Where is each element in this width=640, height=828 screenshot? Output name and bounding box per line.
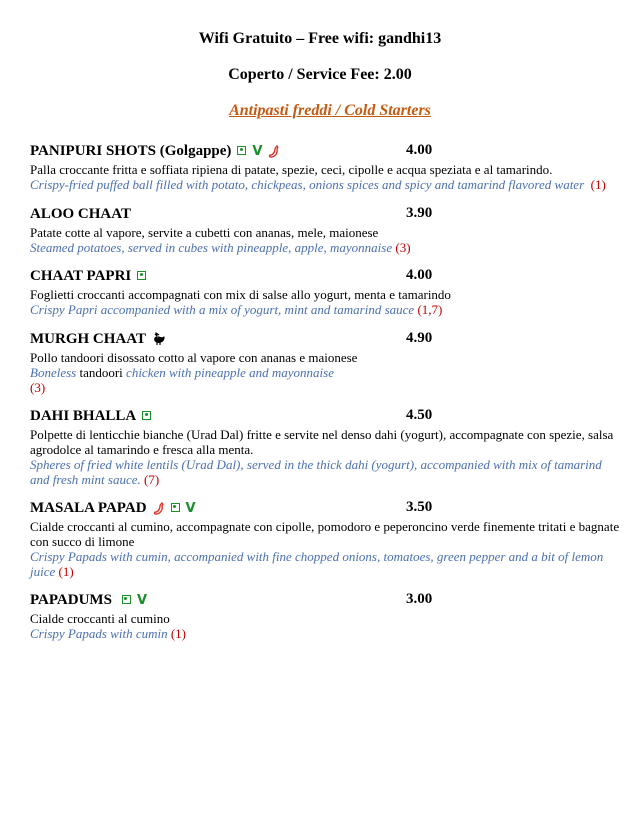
item-price: 3.00 [406,591,433,607]
desc-en-text: Crispy Papads with cumin, accompanied with fine chopped onions, tomatoes, green pepper and a bit of lemon juice [30,549,604,579]
desc-en-text-b: tandoori [79,365,123,380]
item-description-it: Patate cotte al vapore, servite a cubetti con ananas, mele, maionese [30,225,379,240]
chicken-icon [152,332,166,346]
allergen-codes: (1) [58,564,74,579]
veg-icon [237,146,246,155]
item-name: PANIPURI SHOTS (Golgappe) [30,143,232,159]
wifi-info: Wifi Gratuito – Free wifi: gandhi13 [198,30,442,47]
item-description-it: Palla croccante fritta e soffiata ripiena di patate, spezie, ceci, cipolle e acqua speziata e al tamarindo. [30,162,553,177]
vegan-icon: V [252,143,263,159]
item-name: CHAAT PAPRI [30,268,132,284]
item-description-it: Foglietti croccanti accompagnati con mix di salse allo yogurt, menta e tamarindo [30,287,451,302]
menu-item-masala-papad [30,499,620,579]
allergen-codes: (3) [30,380,46,395]
item-name: ALOO CHAAT [30,206,131,222]
menu-item-dahi-bhalla [30,407,620,487]
item-description-it: Polpette di lenticchie bianche (Urad Dal) fritte e servite nel denso dahi (yogurt), accompagnate con spezie, salsa agrodolce al tamarindo e fresca alla menta. [30,427,614,457]
item-description-it: Cialde croccanti al cumino [30,611,170,626]
menu-item-murgh-chaat [30,330,620,395]
item-description-it: Pollo tandoori disossato cotto al vapore con ananas e maionese [30,350,358,365]
item-description-en [30,626,620,641]
item-price: 4.00 [406,267,433,283]
allergen-codes: (1) [170,626,187,641]
item-price: 4.00 [406,142,433,158]
vegan-icon: V [136,592,147,608]
item-price: 3.90 [406,205,433,221]
section-title: Antipasti freddi / Cold Starters [229,102,431,119]
desc-en-text-c: chicken with pineapple and mayonnaise [126,365,334,380]
allergen-codes: (1) [590,177,606,192]
chili-icon [153,502,165,515]
desc-en-text: Crispy Papads with cumin [30,626,168,641]
item-description-it: Cialde croccanti al cumino, accompagnate con cipolle, pomodoro e peperoncino verde finemente tritati e bagnate con succo di limone [30,519,620,549]
desc-en-text: Spheres of fried white lentils (Urad Dal), served in the thick dahi (yogurt), accompanied with mix of tamarind and fresh mint sauce. [30,457,602,487]
veg-icon [137,271,146,280]
menu-item-chaat-papri [30,267,620,317]
item-price: 3.50 [406,499,433,515]
item-price: 4.90 [406,330,433,346]
desc-en-text: Steamed potatoes, served in cubes with pineapple, apple, mayonnaise [30,240,393,255]
service-fee: Coperto / Service Fee: 2.00 [228,66,412,83]
desc-en-text-a: Boneless [30,365,77,380]
item-description-en [30,457,620,487]
item-name: DAHI BHALLA [30,408,137,424]
vegan-icon: V [185,500,196,516]
item-description-en [30,302,620,317]
menu-item-papadums [30,591,620,641]
item-description-en [30,365,620,380]
allergen-codes: (7) [143,472,160,487]
item-price: 4.50 [406,407,433,423]
item-name: MURGH CHAAT [30,331,146,347]
menu-item-aloo-chaat [30,205,620,255]
item-description-en [30,177,620,192]
allergen-codes: (1,7) [417,302,443,317]
item-name: MASALA PAPAD [30,500,147,516]
desc-en-text: Crispy-fried puffed ball filled with potato, chickpeas, onions spices and spicy and tamarind flavored water [30,177,585,192]
item-name: PAPADUMS [30,592,112,608]
menu-item-panipuri [30,142,620,192]
desc-en-text: Crispy Papri accompanied with a mix of yogurt, mint and tamarind sauce [30,302,415,317]
veg-icon [122,595,131,604]
item-description-en [30,549,620,579]
veg-icon [171,503,180,512]
chili-icon [268,145,280,158]
allergen-codes: (3) [395,240,411,255]
veg-icon [142,411,151,420]
item-description-en [30,240,620,255]
